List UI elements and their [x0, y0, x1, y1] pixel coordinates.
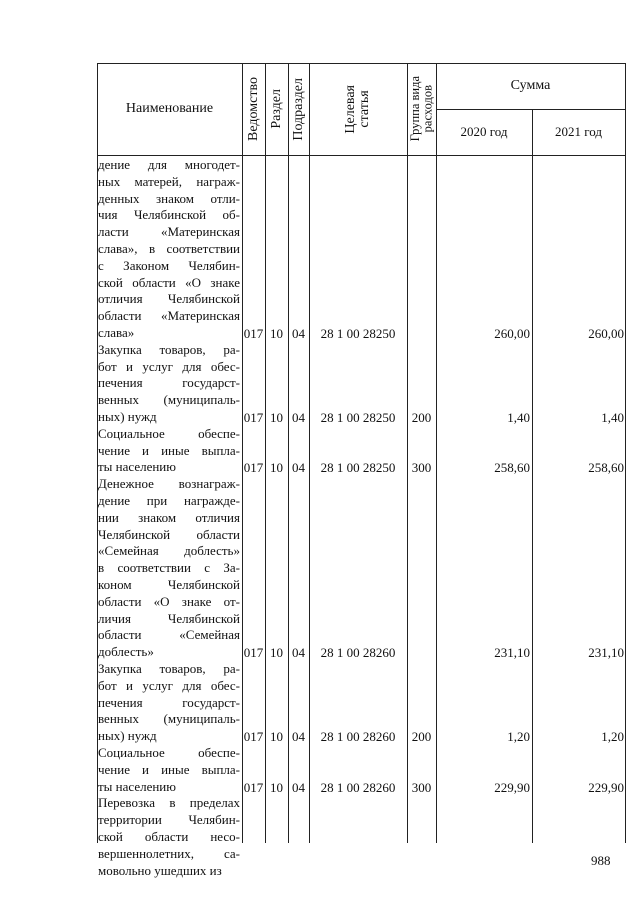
row-name-line: Закупка товаров, ра-	[98, 341, 240, 357]
header-year-2020: 2020 год	[460, 124, 508, 139]
row-razdel: 10	[270, 326, 283, 341]
row-vedomstvo: 017	[243, 645, 264, 661]
row-name-line: венных (муниципаль-	[98, 711, 240, 727]
row-name	[98, 342, 240, 426]
header-name: Наименование	[125, 101, 214, 116]
row-sum-2020: 1,40	[507, 410, 530, 425]
row-name-line: с Законом Челябин-	[98, 257, 240, 273]
row-gruppa-vida: 200	[411, 729, 432, 745]
row-name-line: вершеннолетних, са-	[98, 845, 240, 861]
row-name	[98, 426, 240, 476]
row-razdel: 10	[270, 645, 283, 661]
row-name	[98, 476, 240, 661]
row-name	[98, 795, 240, 879]
row-podrazdel: 04	[292, 410, 305, 425]
row-name-line: ных) нужд	[98, 408, 157, 424]
col-border-razd	[288, 63, 289, 843]
row-name-line: Социальное обеспе-	[98, 425, 240, 441]
row-name-line: ласти «Материнская	[98, 224, 240, 240]
row-razdel: 10	[270, 410, 283, 425]
row-sum-2021: 258,60	[588, 460, 624, 476]
col-border-right	[625, 63, 626, 843]
col-border-ved	[265, 63, 266, 843]
page-number: 988	[591, 853, 611, 868]
col-border-podr	[309, 63, 310, 843]
row-sum-2020: 231,10	[494, 645, 530, 661]
row-name-line: в соответствии с За-	[98, 560, 240, 576]
row-name-line: слава»	[98, 324, 135, 340]
row-name-line: Закупка товаров, ра-	[98, 661, 240, 676]
row-name-line: Денежное вознаграж-	[98, 476, 240, 492]
row-name-line: Челябинской области	[98, 526, 240, 542]
row-name	[98, 661, 240, 745]
row-razdel: 10	[270, 729, 283, 745]
row-gruppa-vida: 300	[411, 460, 432, 476]
row-sum-2021: 260,00	[588, 326, 624, 341]
row-name-line: ных) нужд	[98, 728, 157, 744]
row-celevaya-statya: 28 1 00 28260	[320, 729, 396, 745]
row-name-line: Социальное обеспе-	[98, 745, 240, 760]
col-border-vr	[436, 63, 437, 843]
row-name	[98, 157, 240, 342]
row-name-line: печения государст-	[98, 375, 240, 391]
row-name-line: коном Челябинской	[98, 576, 240, 592]
row-name-line: личия Челябинской	[98, 610, 240, 626]
row-name-line: бот и услуг для обес-	[98, 677, 240, 693]
row-sum-2021: 1,20	[601, 729, 624, 745]
row-vedomstvo: 017	[243, 779, 264, 795]
row-name-line: чение и иные выпла-	[98, 442, 240, 458]
row-name-line: чение и иные выпла-	[98, 761, 240, 777]
row-name-line: мовольно ушедших из	[98, 862, 222, 878]
row-name-line: области «Материнская	[98, 308, 240, 324]
row-celevaya-statya: 28 1 00 28250	[320, 410, 396, 425]
row-sum-2020: 229,90	[494, 779, 530, 795]
row-vedomstvo: 017	[243, 729, 264, 745]
row-podrazdel: 04	[292, 326, 305, 341]
row-name-line: дение для многодет-	[98, 157, 240, 172]
row-name	[98, 745, 240, 795]
row-celevaya-statya: 28 1 00 28250	[320, 326, 396, 341]
row-gruppa-vida: 200	[411, 410, 432, 425]
row-podrazdel: 04	[292, 645, 305, 661]
header-gruppa-vida: Группа вида расходов	[408, 76, 435, 142]
row-name-line: территории Челябин-	[98, 812, 240, 828]
row-name-line: ской области «О знаке	[98, 274, 240, 290]
row-sum-2021: 231,10	[588, 645, 624, 661]
row-razdel: 10	[270, 779, 283, 795]
header-razdel: Раздел	[268, 89, 284, 129]
row-name-line: «Семейная доблесть»	[98, 543, 240, 559]
row-name-line: доблесть»	[98, 644, 154, 660]
row-name-line: слава», в соответствии	[98, 240, 240, 256]
header-year-2021: 2021 год	[555, 124, 602, 139]
row-gruppa-vida: 300	[411, 779, 432, 795]
row-name-line: ты населению	[98, 459, 176, 475]
header-bottom-border	[97, 155, 625, 156]
header-vedomstvo: Ведомство	[245, 77, 261, 141]
row-sum-2020: 260,00	[494, 326, 530, 341]
col-border-name	[242, 63, 243, 843]
row-name-line: ты населению	[98, 778, 176, 794]
header-podrazdel: Подраздел	[290, 77, 306, 141]
row-podrazdel: 04	[292, 729, 305, 745]
row-celevaya-statya: 28 1 00 28260	[320, 779, 396, 795]
row-podrazdel: 04	[292, 460, 305, 476]
row-name-line: денных знаком отли-	[98, 190, 240, 206]
col-border-cs	[407, 63, 408, 843]
row-name-line: области «Семейная	[98, 627, 240, 643]
header-summa: Сумма	[510, 78, 551, 93]
row-vedomstvo: 017	[243, 460, 264, 476]
row-vedomstvo: 017	[243, 326, 264, 341]
row-name-line: нии знаком отличия	[98, 509, 240, 525]
row-sum-2021: 1,40	[601, 410, 624, 425]
row-sum-2020: 1,20	[507, 729, 530, 745]
row-celevaya-statya: 28 1 00 28260	[320, 645, 396, 661]
row-vedomstvo: 017	[243, 410, 264, 425]
row-razdel: 10	[270, 460, 283, 476]
row-name-line: отличия Челябинской	[98, 291, 240, 307]
row-name-line: чия Челябинской об-	[98, 207, 240, 223]
row-sum-2021: 229,90	[588, 779, 624, 795]
row-name-line: ской области несо-	[98, 828, 240, 844]
row-podrazdel: 04	[292, 779, 305, 795]
row-name-line: дение при награжде-	[98, 492, 240, 508]
row-name-line: Перевозка в пределах	[98, 795, 240, 811]
header-celevaya-statya: Целевая статья	[343, 84, 372, 134]
row-name-line: венных (муниципаль-	[98, 392, 240, 408]
row-celevaya-statya: 28 1 00 28250	[320, 460, 396, 476]
row-sum-2020: 258,60	[494, 460, 530, 476]
row-name-line: печения государст-	[98, 694, 240, 710]
row-name-line: бот и услуг для обес-	[98, 358, 240, 374]
row-name-line: ных матерей, награж-	[98, 173, 240, 189]
row-name-line: области «О знаке от-	[98, 593, 240, 609]
